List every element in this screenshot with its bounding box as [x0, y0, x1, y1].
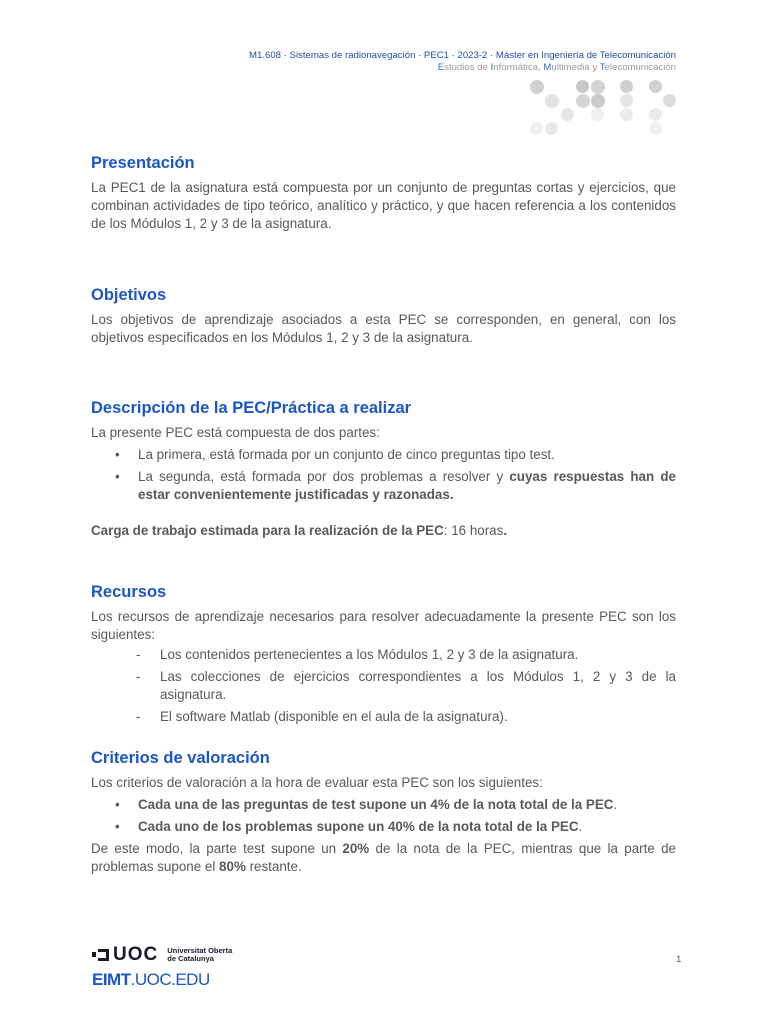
section-title: Objetivos — [91, 286, 167, 304]
list-item: - Los contenidos pertenecientes a los Módulos 1, 2 y 3 de la asignatura. — [91, 646, 676, 664]
uoc-subtitle: Universitat Oberta de Catalunya — [167, 946, 233, 963]
list-item: • Cada una de las preguntas de test supone un 4% de la nota total de la PEC. — [91, 796, 676, 814]
list-item: • Cada uno de los problemas supone un 40% de la nota total de la PEC. — [91, 818, 676, 836]
document-header — [249, 50, 676, 74]
uoc-logo — [92, 944, 232, 990]
section-title: Descripción de la PEC/Práctica a realizar — [91, 399, 412, 417]
list-item: - El software Matlab (disponible en el aula de la asignatura). — [91, 708, 676, 726]
criteria-summary: De este modo, la parte test supone un 20% de la nota de la PEC, mientras que la parte de problemas supone el 80% restante. — [91, 841, 676, 874]
eimt-logo: EIMT.UOC.EDU — [92, 970, 210, 989]
main-content — [91, 152, 676, 876]
header-studies-line: Estudios de Informática, Multimedia y Telecomunicación — [437, 62, 676, 73]
section-intro: Los criterios de valoración a la hora de evaluar esta PEC son los siguientes: — [91, 775, 543, 790]
section-title: Recursos — [91, 583, 167, 601]
section-title: Presentación — [91, 154, 195, 172]
section-objetivos — [91, 284, 676, 347]
header-course-line: M1.608 · Sistemas de radionavegación · PEC1 · 2023-2 · Máster en Ingeniería de Telecomunicación — [249, 50, 676, 61]
list-item: • La segunda, está formada por dos problemas a resolver y cuyas respuestas han de estar convenientemente justificadas y razonadas. — [91, 468, 676, 504]
section-recursos — [91, 581, 676, 726]
dash-list — [91, 646, 676, 726]
list-item: - Las colecciones de ejercicios correspondientes a los Módulos 1, 2 y 3 de la asignatura. — [91, 668, 676, 704]
uoc-symbol-icon — [92, 948, 110, 962]
section-text: Los objetivos de aprendizaje asociados a esta PEC se corresponden, en general, con los objetivos especificados en los Módulos 1, 2 y 3 de la asignatura. — [91, 312, 676, 345]
list-item: • La primera, está formada por un conjunto de cinco preguntas tipo test. — [91, 446, 676, 464]
section-presentacion — [91, 152, 676, 233]
workload-line: Carga de trabajo estimada para la realización de la PEC: 16 horas. — [91, 523, 508, 538]
section-intro: La presente PEC está compuesta de dos partes: — [91, 425, 380, 440]
section-text: La PEC1 de la asignatura está compuesta por un conjunto de preguntas cortas y ejercicios, que combinan actividades de tipo teórico, analítico y práctico, y que hacen referencia a los contenidos de los Módulos 1, 2 y 3 de la asignatura. — [91, 180, 676, 231]
section-intro: Los recursos de aprendizaje necesarios para resolver adecuadamente la presente PEC son los siguientes: — [91, 609, 676, 642]
section-title: Criterios de valoración — [91, 749, 270, 767]
bullet-list — [91, 446, 676, 504]
bullet-list — [91, 796, 676, 836]
uoc-wordmark: UOC — [113, 944, 159, 965]
decorative-dot-pattern — [528, 78, 680, 138]
page-number: 1 — [676, 954, 682, 965]
section-descripcion — [91, 397, 676, 540]
section-criterios — [91, 747, 676, 876]
